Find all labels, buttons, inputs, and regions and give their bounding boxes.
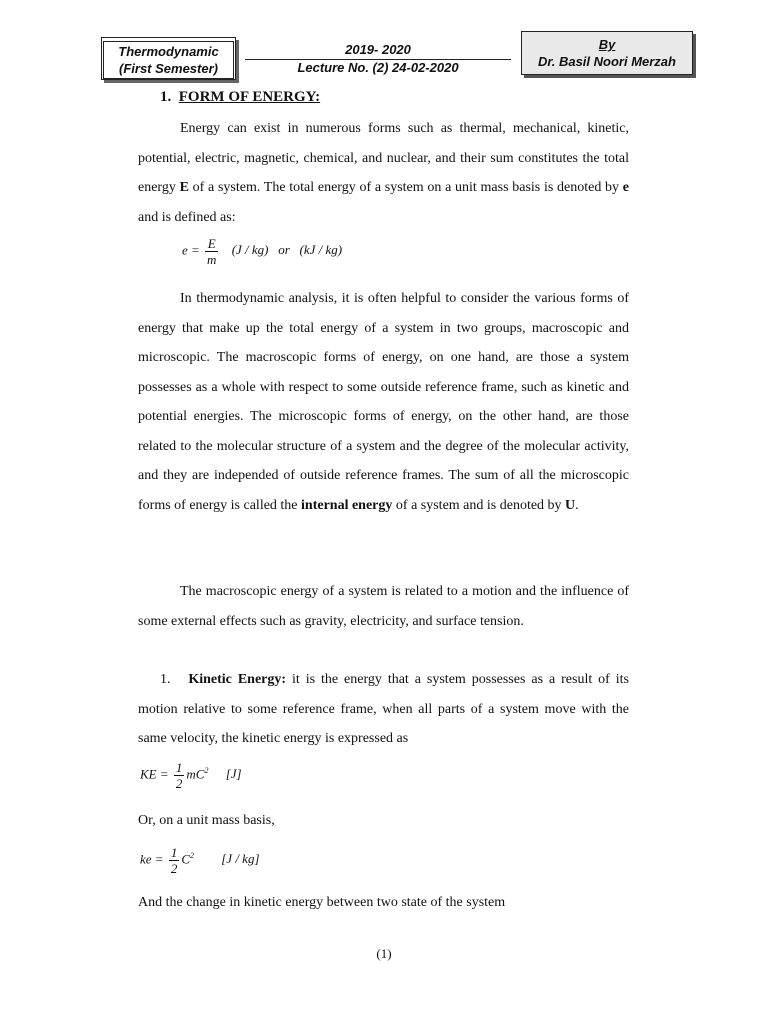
para2-text-a: In thermodynamic analysis, it is often helpful to consider the various forms of energy that make up the total energy of a system in two groups, macroscopic and microscopic. The macroscopic forms of energy, on one hand, are those a system possesses as a whole with respect to some outside reference frame, such as kinetic and potential energies. The microscopic forms of energy, on the other hand, are those related to the molecular structure of a system and the degree of the molecular activity, and they are independed of outside reference frames. The sum of all the microscopic forms of energy is called the (138, 291, 629, 513)
page-number: (1) (376, 946, 392, 961)
eq3-fraction (169, 845, 180, 876)
item1-title: Kinetic Energy: (188, 672, 287, 687)
course-title: Thermodynamic (118, 44, 219, 59)
course-semester: (First Semester) (119, 61, 218, 76)
eq1-lhs: e = (182, 242, 200, 258)
para1-bold-E: E (179, 180, 189, 195)
text-unit-mass: Or, on a unit mass basis, (138, 813, 275, 828)
para2-bold-U: U (565, 497, 576, 513)
equation-kinetic-energy (140, 760, 242, 791)
eq1-units: (J / kg) or (kJ / kg) (231, 242, 343, 258)
paragraph-energy-forms (138, 114, 629, 232)
eq2-numerator: 1 (175, 760, 183, 775)
item1-number: 1. (160, 672, 171, 687)
eq2-lhs: KE = (140, 766, 169, 782)
text-kinetic-change: And the change in kinetic energy between two state of the system (138, 895, 506, 910)
para1-text-a: Energy can exist in numerous forms such as thermal, mechanical, kinetic, potential, electric, magnetic, chemical, and nuclear, and their sum constitutes the total energy (138, 121, 629, 195)
author-box (521, 31, 693, 75)
eq3-denominator: 2 (170, 861, 178, 876)
eq2-units: [J] (225, 766, 242, 782)
eq2-term: mC (186, 766, 205, 782)
author-by: By (598, 37, 616, 52)
equation-specific-energy (182, 236, 342, 267)
eq2-exponent: 2 (204, 766, 209, 776)
para2-text-b: of a system and is denoted by (392, 497, 566, 513)
section-title: FORM OF ENERGY: (178, 89, 321, 105)
eq3-units: [J / kg] (221, 851, 260, 867)
paragraph-kinetic-energy (138, 665, 629, 754)
eq3-lhs: ke = (140, 851, 164, 867)
section-number: 1. (160, 89, 172, 105)
lecture-number: Lecture No. (2) 24-02-2020 (297, 60, 459, 75)
item1-text: it is the energy that a system possesses as a result of its motion relative to some reference frame, when all parts of a system move with the same velocity, the kinetic energy is expressed as (138, 672, 629, 746)
course-title-box (101, 37, 236, 80)
eq1-denominator: m (207, 252, 217, 267)
para1-text-c: and is defined as: (138, 209, 236, 225)
eq1-numerator: E (205, 236, 218, 252)
paragraph-macro-micro (138, 284, 629, 520)
equation-specific-kinetic-energy (140, 845, 260, 876)
eq3-exponent: 2 (189, 851, 194, 861)
eq3-term: C (181, 851, 190, 867)
para1-bold-e: e (622, 180, 629, 195)
academic-year: 2019- 2020 (245, 42, 511, 60)
lecture-header (245, 42, 511, 76)
para3-text: The macroscopic energy of a system is related to a motion and the influence of some external effects such as gravity, electricity, and surface tension. (138, 584, 629, 629)
eq1-fraction (205, 236, 218, 267)
para2-text-c: . (575, 497, 579, 513)
para2-bold-internal-energy: internal energy (301, 497, 393, 513)
section-heading (160, 89, 320, 106)
eq2-denominator: 2 (175, 776, 183, 791)
eq3-numerator: 1 (170, 845, 178, 860)
paragraph-macroscopic (138, 577, 629, 636)
para1-text-b: of a system. The total energy of a system on a unit mass basis is denoted by (188, 180, 623, 195)
author-name: Dr. Basil Noori Merzah (538, 54, 676, 69)
eq2-fraction (174, 760, 185, 791)
